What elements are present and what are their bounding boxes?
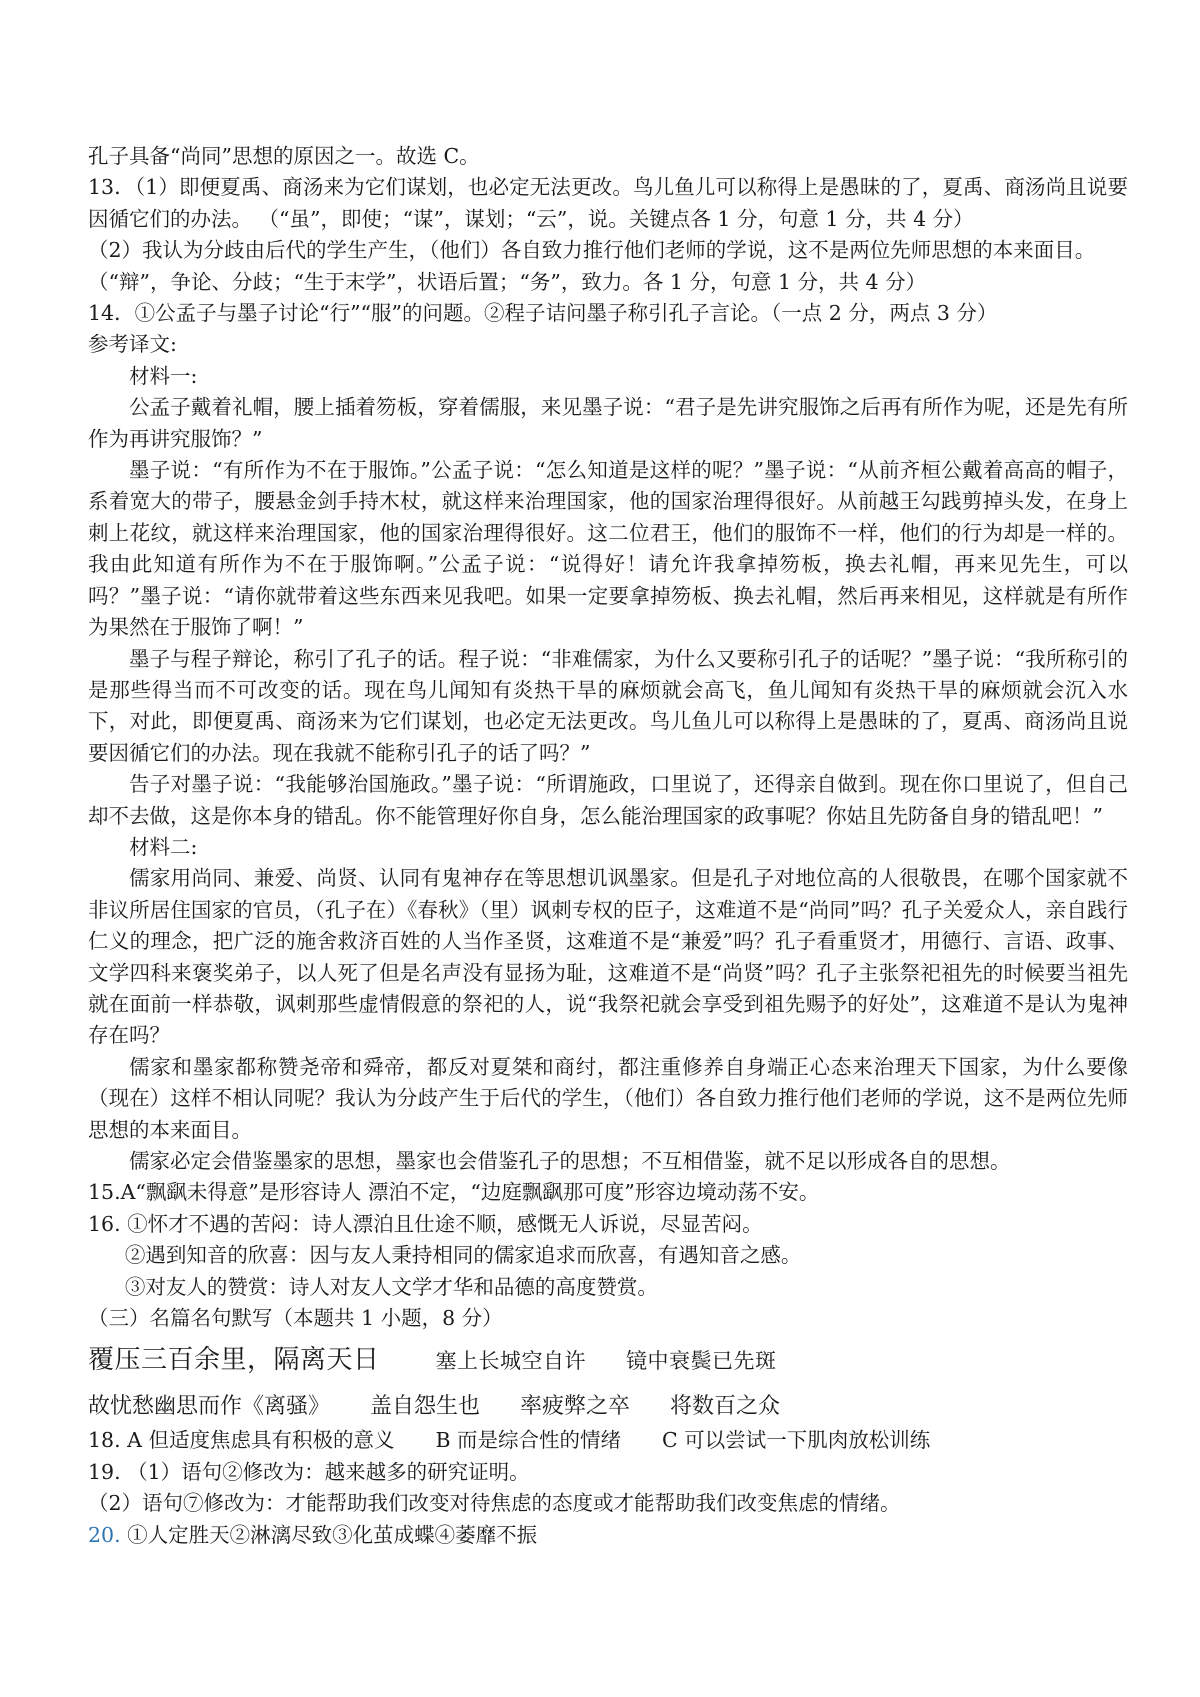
material-2-paragraph: 儒家和墨家都称赞尧帝和舜帝，都反对夏桀和商纣，都注重修养自身端正心态来治理天下国家，为什么要像（现在）这样不相认同呢？我认为分歧产生于后代的学生，（他们）各自致力推行他们老师的学说，这不是两位先师思想的本来面目。	[88, 1054, 1128, 1142]
dictation-row-2	[88, 1389, 1128, 1425]
material-2-paragraph: 儒家用尚同、兼爱、尚贤、认同有鬼神存在等思想讥讽墨家。但是孔子对地位高的人很敬畏，在哪个国家就不非议所居住国家的官员，（孔子在）《春秋》（里）讽刺专权的臣子，这难道不是“尚同”吗？孔子关爱众人，亲自践行仁义的理念，把广泛的施舍救济百姓的人当作圣贤，这难道不是“兼爱”吗？孔子看重贤才，用德行、言语、政事、文学四科来褒奖弟子，以人死了但是名声没有显扬为耻，这难道不是“尚贤”吗？孔子主张祭祀祖先的时候要当祖先就在面前一样恭敬，讽刺那些虚情假意的祭祀的人，说“我祭祀就会享受到祖先赐予的好处”，这难道不是认为鬼神存在吗？	[88, 866, 1128, 1048]
dictation-answer: 覆压三百余里，隔离天日	[88, 1345, 380, 1376]
dictation-answer: 故忧愁幽思而作《离骚》	[88, 1394, 331, 1420]
dictation-answer: 盖自怨生也	[370, 1394, 481, 1420]
answer-20-text: ①人定胜天②淋漓尽致③化茧成蝶④萎靡不振	[120, 1522, 538, 1547]
material-1-paragraph: 墨子说：“有所作为不在于服饰。”公孟子说：“怎么知道是这样的呢？”墨子说：“从前齐桓公戴着高高的帽子，系着宽大的带子，腰悬金剑手持木杖，就这样来治理国家，他的国家治理得很好。从前越王勾践剪掉头发，在身上刺上花纹，就这样来治理国家，他的国家治理得很好。这二位君王，他们的服饰不一样，他们的行为却是一样的。我由此知道有所作为不在于服饰啊。”公孟子说：“说得好！请允许我拿掉笏板，换去礼帽，再来见先生，可以吗？”墨子说：“请你就带着这些东西来见我吧。如果一定要拿掉笏板、换去礼帽，然后再来相见，这样就是有所作为果然在于服饰了啊！”	[88, 458, 1128, 640]
answer-18: 18. A 但适度焦虑具有积极的意义 B 而是综合性的情绪 C 可以尝试一下肌肉放松训练	[88, 1428, 931, 1453]
dictation-row-1	[88, 1338, 1128, 1383]
section-3-heading: （三）名篇名句默写（本题共 1 小题，8 分）	[88, 1306, 503, 1331]
answer-19-2: （2）语句⑦修改为：才能帮助我们改变对待焦虑的态度或才能帮助我们改变焦虑的情绪。	[88, 1491, 901, 1516]
material-1-paragraph: 公孟子戴着礼帽，腰上插着笏板，穿着儒服，来见墨子说：“君子是先讲究服饰之后再有所作为呢，还是先有所作为再讲究服饰？”	[88, 395, 1128, 451]
material-1-paragraph: 告子对墨子说：“我能够治国施政。”墨子说：“所谓施政，口里说了，还得亲自做到。现在你口里说了，但自己却不去做，这是你本身的错乱。你不能管理好你自身，怎么能治理国家的政事呢？你姑且先防备自身的错乱吧！”	[88, 772, 1128, 828]
answer-15: 15.A“飘飖未得意”是形容诗人 漂泊不定，“边庭飘飖那可度”形容边境动荡不安。	[88, 1180, 820, 1205]
dictation-answer: 将数百之众	[670, 1394, 781, 1420]
answer-16-1: 16. ①怀才不遇的苦闷：诗人漂泊且仕途不顺，感慨无人诉说，尽显苦闷。	[88, 1211, 763, 1236]
dictation-answer: 镜中衰鬓已先斑	[626, 1349, 777, 1374]
material-1-title: 材料一:	[129, 363, 198, 388]
answer-14: 14．①公孟子与墨子讨论“行”“服”的问题。②程子诘问墨子称引孔子言论。（一点 2 分，两点 3 分）	[88, 301, 998, 326]
answer-20	[88, 1520, 1128, 1551]
answer-13-2-note: （“辩”，争论、分歧；“生于末学”，状语后置；“务”，致力。各 1 分，句意 1 分，共 4 分）	[88, 269, 927, 294]
dictation-answer: 塞上长城空自许	[435, 1349, 587, 1374]
material-2-paragraph: 儒家必定会借鉴墨家的思想，墨家也会借鉴孔子的思想；不互相借鉴，就不足以形成各自的思想。	[129, 1149, 1011, 1173]
answer-20-number: 20.	[88, 1522, 121, 1547]
answer-16-3: ③对友人的赞赏：诗人对友人文学才华和品德的高度赞赏。	[124, 1274, 658, 1299]
answer-19-1: 19. （1）语句②修改为：越来越多的研究证明。	[88, 1459, 530, 1484]
material-2-title: 材料二:	[129, 834, 198, 859]
dictation-answer: 率疲弊之卒	[520, 1394, 631, 1420]
answer-key-page	[88, 141, 1128, 1551]
answer-16-2: ②遇到知音的欣喜：因与友人秉持相同的儒家追求而欣喜，有遇知音之感。	[124, 1243, 802, 1268]
text-line: 孔子具备“尚同”思想的原因之一。故选 C。	[88, 144, 480, 168]
material-1-paragraph: 墨子与程子辩论，称引了孔子的话。程子说：“非难儒家，为什么又要称引孔子的话呢？”墨子说：“我所称引的是那些得当而不可改变的话。现在鸟儿闻知有炎热干旱的麻烦就会高飞，鱼儿闻知有炎热干旱的麻烦就会沉入水下，对此，即便夏禹、商汤来为它们谋划，也必定无法更改。鸟儿鱼儿可以称得上是愚昧的了，夏禹、商汤尚且说要因循它们的办法。现在我就不能称引孔子的话了吗？”	[88, 646, 1128, 765]
reference-translation-title: 参考译文:	[88, 332, 177, 357]
answer-13-2: （2）我认为分歧由后代的学生产生，（他们）各自致力推行他们老师的学说，这不是两位先师思想的本来面目。	[88, 238, 1096, 263]
answer-13-1: 13．（1）即便夏禹、商汤来为它们谋划，也必定无法更改。鸟儿鱼儿可以称得上是愚昧的了，夏禹、商汤尚且说要因循它们的办法。 （“虽”，即使；“谋”，谋划；“云”，说。关键点各 1 分，句意 1 分，共 4 分）	[88, 175, 1128, 231]
